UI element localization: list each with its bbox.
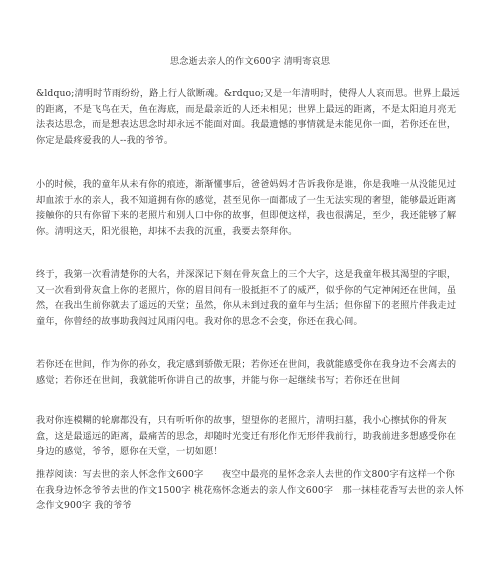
paragraph-intro: &ldquo;清明时节雨纷纷，路上行人欲断魂。&rdquo;又是一年清明时，使得人人哀而思。世界上最远的距离，不是飞鸟在天，鱼在海底，而是最亲近的人还未相见；世界上最远的距离，不是太阳追月亮无法表达思念，而是想表达思念时却永远不能面对面。我最遗憾的事情就是未能见你一面，若你还在世，你定是最疼爱我的人--我的爷爷。 <box>36 88 460 146</box>
paragraph-recommended-reading: 推荐阅读：写去世的亲人怀念作文600字 夜空中最亮的星怀念亲人去世的作文800字有这样一个你在我身边怀念爷爷去世的作文1500字 桃花殇怀念逝去的亲人作文600字 那一抹桂花香写去世的亲人怀念作文900字 我的爷爷 <box>36 469 464 511</box>
paragraph-tomb-visit: 终于，我第一次看清楚你的大名，并深深记下刻在骨灰盒上的三个大字，这是我童年极其渴望的字眼，又一次看到骨灰盒上你的老照片，你的眉目间有一股抵拒不了的威严，似乎你的气定神闲还在世间，虽然，在我出生前你就去了遥远的天堂；虽然，你从未到过我的童年与生活；但你留下的老照片伴我走过童年，你曾经的故事助我闯过风雨闪电。我对你的思念不会变，你还在我心间。 <box>36 269 457 327</box>
paragraph-childhood: 小的时候，我的童年从未有你的痕迹，渐渐懂事后，爸爸妈妈才告诉我你是谁，你是我唯一从没能见过却血浓于水的亲人，我不知道拥有你的感觉，甚至见你一面都成了一生无法实现的奢望，能够最近距离接触你的只有你留下来的老照片和别人口中你的故事，但即便这样，我也很满足，至少，我还能够了解你。清明这天，阳光很艳，却抹不去我的沉重，我要去祭拜你。 <box>36 179 457 237</box>
paragraph-if-alive: 若你还在世间，作为你的孙女，我定感到骄傲无限；若你还在世间，我就能感受你在我身边不会离去的感觉；若你还在世间，我就能听你讲自己的故事，并能与你一起继续书写；若你还在世间 <box>36 359 457 386</box>
article-title: 思念逝去亲人的作文600字 清明寄哀思 <box>169 56 331 67</box>
paragraph-memory: 我对你连模糊的轮廓都没有，只有听听你的故事，望望你的老照片，清明扫墓，我小心擦拭你的骨灰盒，这是最遥远的距离，最痛苦的思念，却随时光变迁有形化作无形伴我前行，助我前进多想感受你在身边的感觉，爷爷，愿你在天堂，一切如愿！ <box>36 415 457 457</box>
